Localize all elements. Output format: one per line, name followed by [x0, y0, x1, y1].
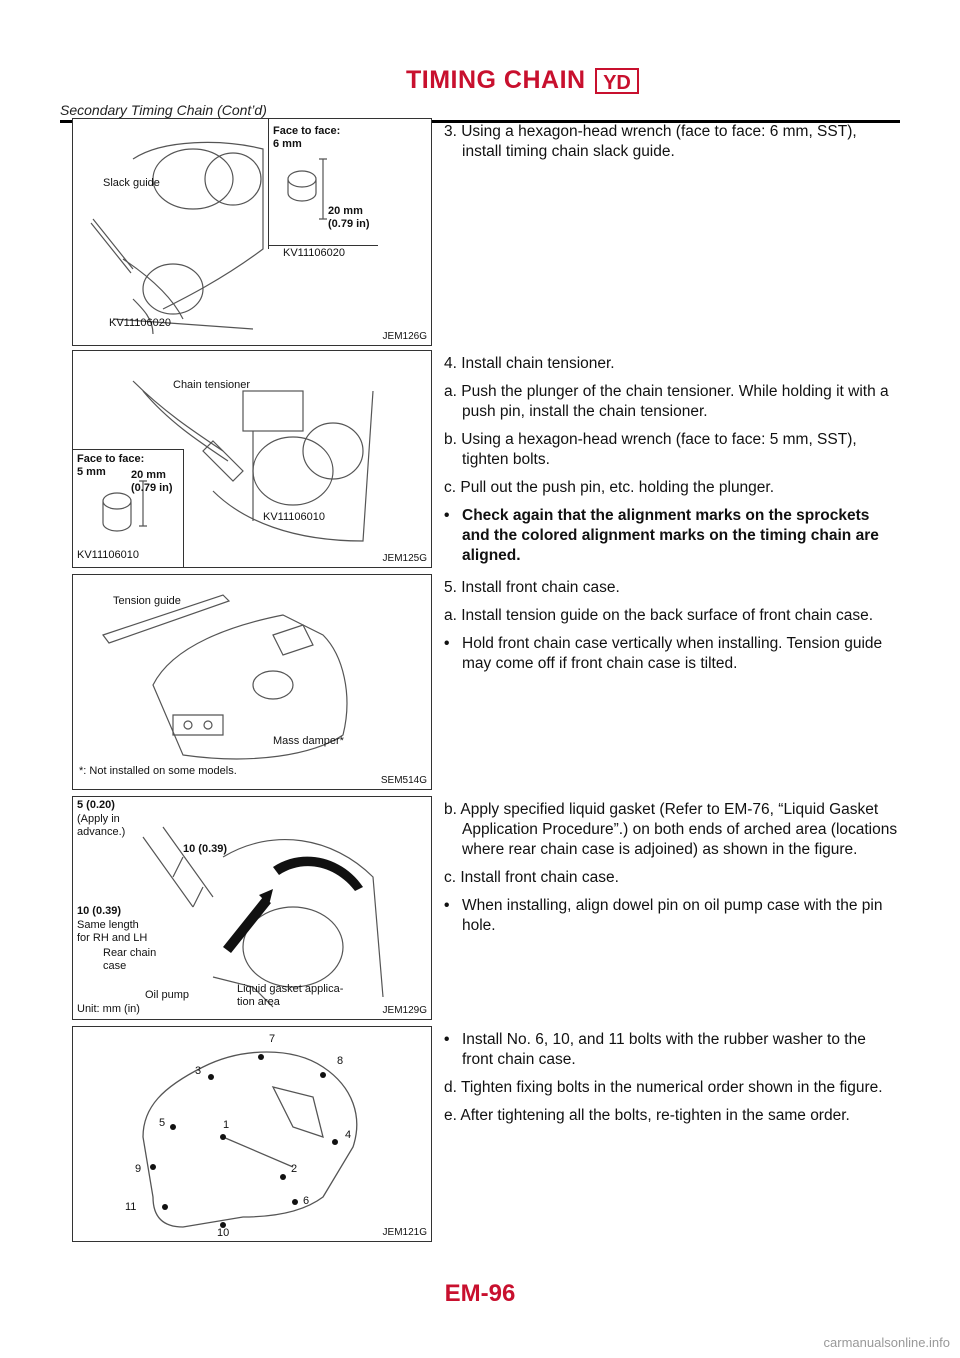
- figure-label: Chain tensioner: [173, 379, 251, 391]
- figure-drawing: [73, 119, 432, 346]
- section-badge: YD: [595, 68, 639, 94]
- bullet-icon: •: [444, 507, 450, 524]
- section-text: [444, 1030, 900, 1134]
- watermark: carmanualsonline.info: [823, 1335, 950, 1350]
- bullet-icon: •: [444, 635, 450, 652]
- bullet-text: Check again that the alignment marks on the sprockets and the colored alignment marks on the timing chain are aligned.: [462, 507, 879, 564]
- paragraph: 3. Using a hexagon-head wrench (face to face: 6 mm, SST), install timing chain slack guide.: [444, 123, 857, 160]
- figure-code: JEM125G: [382, 553, 427, 564]
- figure-jem125g: [72, 350, 432, 568]
- bolt-number-label: 3: [195, 1065, 202, 1077]
- bolt-number-label: 4: [345, 1129, 352, 1141]
- paragraph: 5. Install front chain case.: [444, 579, 620, 596]
- figure-label: 5 (0.20): [77, 799, 115, 811]
- bolt-number-label: 2: [291, 1163, 298, 1175]
- figure-code: JEM129G: [382, 1005, 427, 1016]
- figure-label: Same length for RH and LH: [77, 919, 148, 944]
- figure-label: KV11106020: [283, 247, 345, 259]
- figure-jem129g: [72, 796, 432, 1020]
- bolt-number-label: 1: [223, 1119, 230, 1131]
- bolt-number-label: 5: [159, 1117, 166, 1129]
- bullet-paragraph: [444, 506, 900, 566]
- bullet-paragraph: [444, 896, 900, 936]
- paragraph: c. Install front chain case.: [444, 869, 619, 886]
- figure-label: Oil pump: [145, 989, 190, 1001]
- bolt-number-label: 9: [135, 1163, 142, 1175]
- bullet-icon: •: [444, 897, 450, 914]
- paragraph: a. Install tension guide on the back surface of front chain case.: [444, 607, 874, 624]
- figure-label: 10 (0.39): [183, 843, 228, 855]
- bolt-number-label: 10: [217, 1227, 230, 1239]
- section-text: [444, 800, 900, 944]
- paragraph: d. Tighten fixing bolts in the numerical order shown in the figure.: [444, 1079, 883, 1096]
- bullet-paragraph: [444, 1030, 900, 1070]
- bullet-text: Hold front chain case vertically when installing. Tension guide may come off if front chain case is tilted.: [462, 635, 883, 672]
- figure-code: JEM121G: [382, 1227, 427, 1238]
- bullet-icon: •: [444, 1031, 450, 1048]
- section-text: [444, 354, 900, 574]
- figure-label: (Apply in advance.): [77, 813, 126, 838]
- figure-label: 10 (0.39): [77, 905, 122, 917]
- bolt-number-label: 11: [125, 1201, 137, 1213]
- figure-label: KV11106010: [77, 549, 139, 561]
- figure-label: Slack guide: [103, 177, 160, 189]
- figure-code: SEM514G: [380, 775, 427, 786]
- figure-code: JEM126G: [382, 331, 427, 342]
- figure-label: Liquid gasket applica- tion area: [237, 983, 344, 1008]
- bullet-text: When installing, align dowel pin on oil pump case with the pin hole.: [462, 897, 883, 934]
- bolt-number-label: 7: [269, 1033, 276, 1045]
- figure-label: KV11106010: [263, 511, 325, 523]
- bolt-number-label: 6: [303, 1195, 310, 1207]
- page-title: TIMING CHAIN: [406, 66, 586, 94]
- figure-label: *: Not installed on some models.: [79, 765, 237, 777]
- paragraph: 4. Install chain tensioner.: [444, 355, 615, 372]
- figure-sem514g: [72, 574, 432, 790]
- figure-label: Rear chain case: [103, 947, 157, 972]
- page-subtitle: Secondary Timing Chain (Cont’d): [60, 102, 267, 118]
- paragraph: b. Apply specified liquid gasket (Refer to EM-76, “Liquid Gasket Application Procedure”.) on both ends of arched area (locations where rear chain case is adjoined) as shown in the figure.: [444, 801, 898, 858]
- section-text: [444, 578, 900, 682]
- page-number: EM-96: [444, 1280, 516, 1307]
- figure-label: Tension guide: [113, 595, 181, 607]
- paragraph: c. Pull out the push pin, etc. holding the plunger.: [444, 479, 775, 496]
- paragraph: a. Push the plunger of the chain tensioner. While holding it with a push pin, install the chain tensioner.: [444, 383, 889, 420]
- figure-label: Mass damper*: [273, 735, 344, 747]
- paragraph: e. After tightening all the bolts, re-tighten in the same order.: [444, 1107, 850, 1124]
- paragraph: b. Using a hexagon-head wrench (face to face: 5 mm, SST), tighten bolts.: [444, 431, 857, 468]
- figure-label: 20 mm (0.79 in): [328, 205, 370, 230]
- bullet-paragraph: [444, 634, 900, 674]
- figure-label: KV11106020: [109, 317, 171, 329]
- page-header: [60, 66, 900, 118]
- bullet-text: Install No. 6, 10, and 11 bolts with the rubber washer to the front chain case.: [462, 1031, 866, 1068]
- figure-label: Face to face: 5 mm: [77, 453, 145, 478]
- figure-jem126g: [72, 118, 432, 346]
- section-text: [444, 122, 900, 170]
- figure-label: 20 mm (0.79 in): [131, 469, 173, 494]
- figure-jem121g: [72, 1026, 432, 1242]
- figure-label: Unit: mm (in): [77, 1003, 140, 1015]
- title-row: [60, 66, 900, 98]
- bolt-number-label: 8: [337, 1055, 344, 1067]
- figure-label: Face to face: 6 mm: [273, 125, 341, 150]
